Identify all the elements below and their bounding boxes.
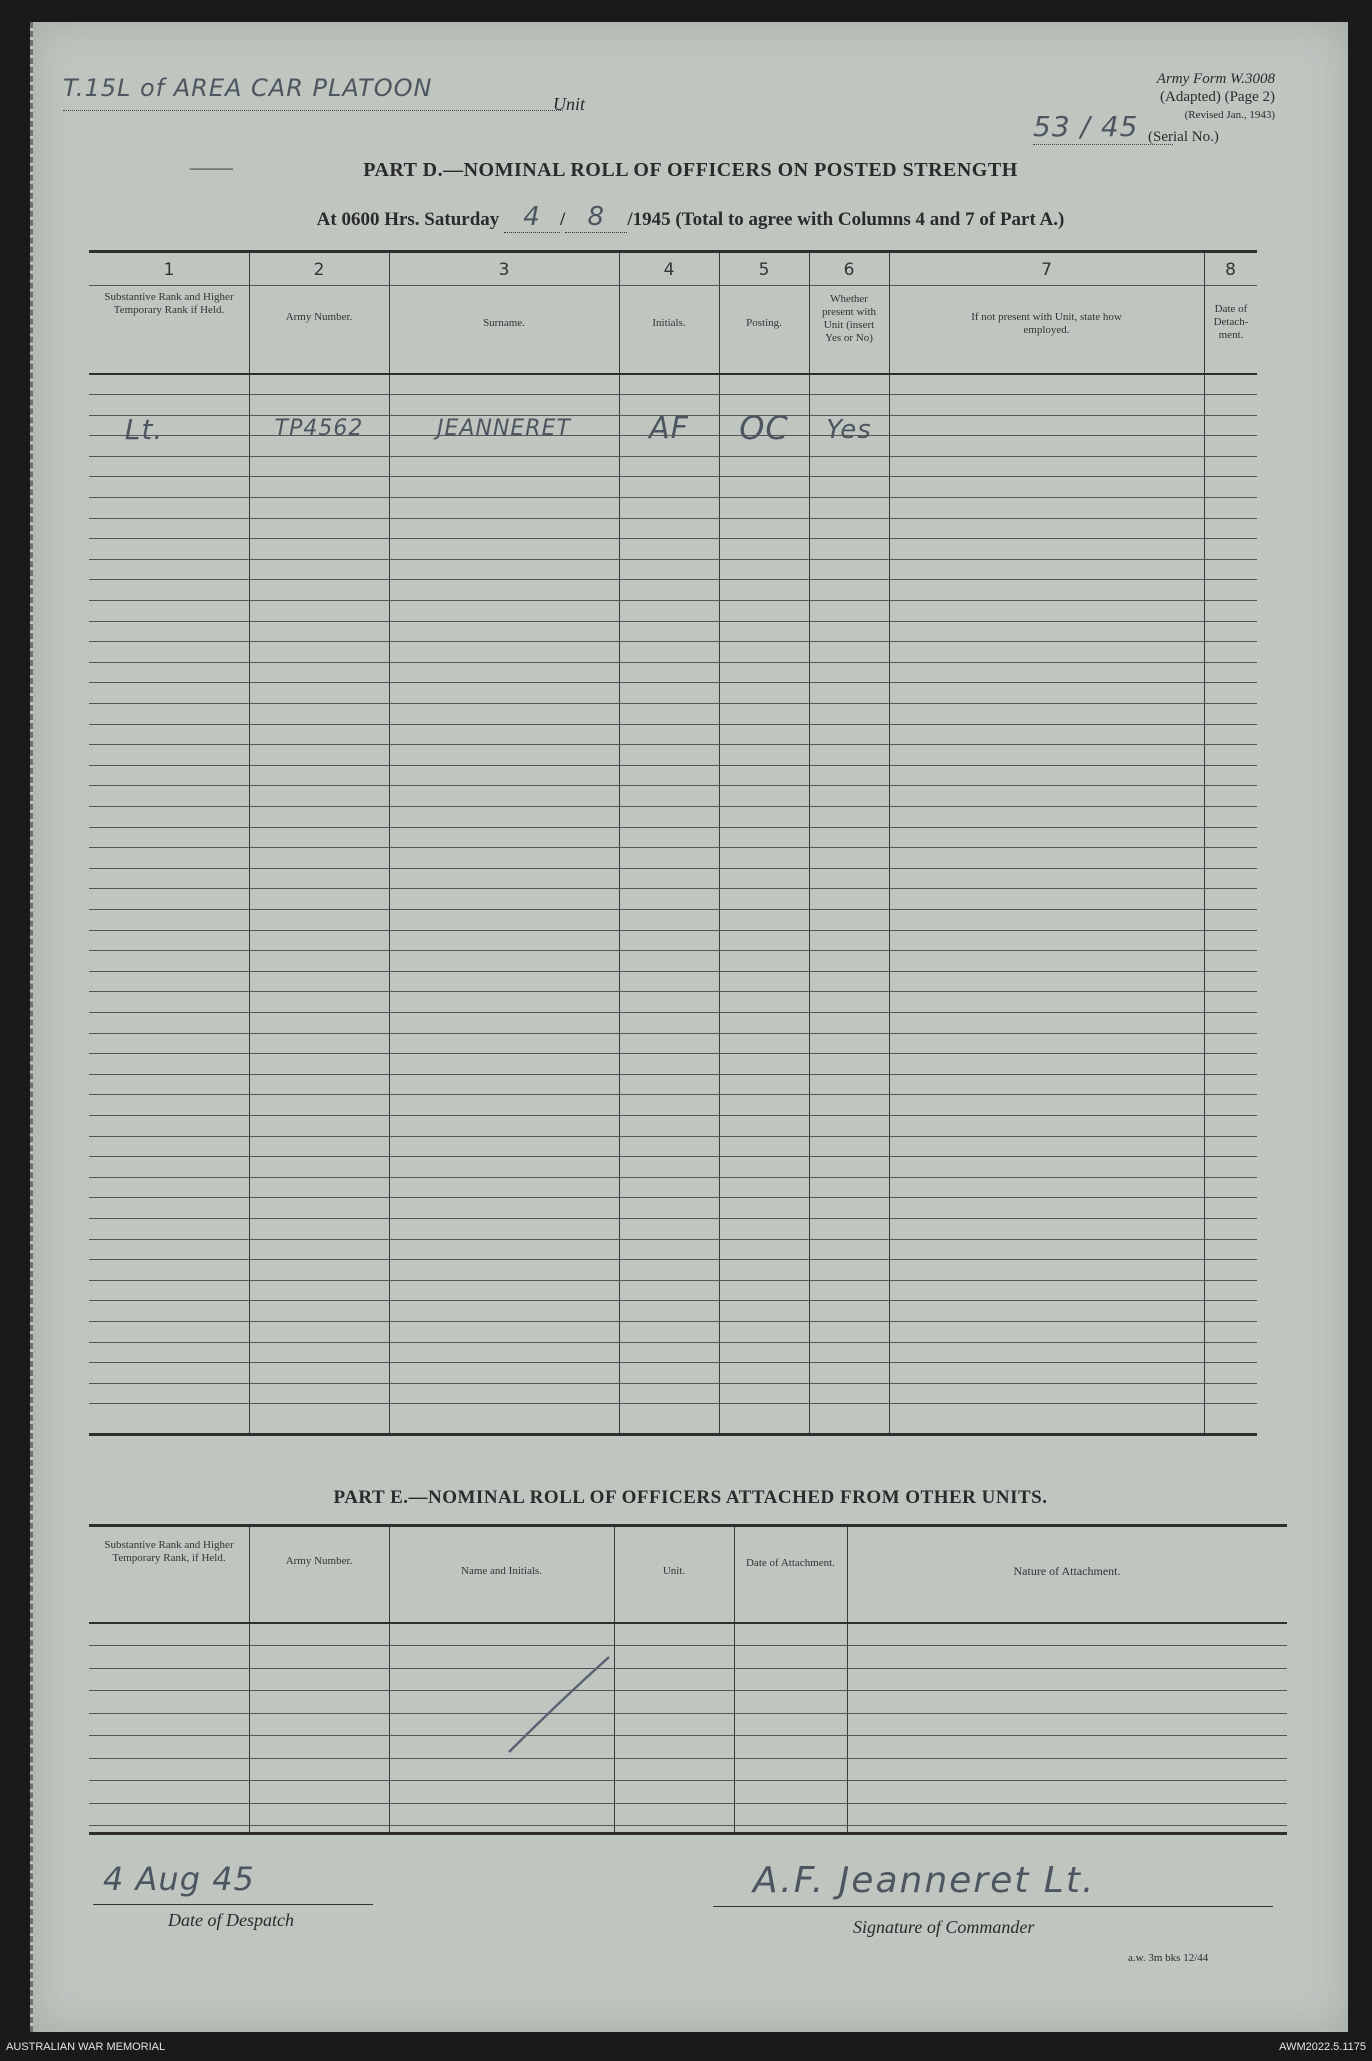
- ruled-line: [89, 579, 1257, 580]
- part-d-title: PART D.—NOMINAL ROLL OF OFFICERS ON POSTED STRENGTH: [363, 159, 1018, 181]
- ruled-line: [89, 497, 1257, 498]
- ruled-line: [89, 1197, 1257, 1198]
- part-e-header-nature: Nature of Attachment.: [1013, 1564, 1121, 1578]
- ruled-line: [89, 682, 1257, 683]
- ruled-line: [89, 909, 1257, 910]
- cell-army-number: TP4562: [274, 416, 364, 441]
- ruled-line: [89, 888, 1257, 889]
- ruled-line: [89, 1115, 1257, 1116]
- cell-surname: JEANNERET: [437, 416, 571, 441]
- ruled-line: [89, 1012, 1257, 1013]
- ruled-line: [89, 559, 1257, 560]
- ruled-line: [89, 785, 1257, 786]
- date-suffix: (Total to agree with Columns 4 and 7 of Part A.): [675, 209, 1065, 230]
- ruled-line: [89, 600, 1257, 601]
- ruled-line: [89, 930, 1257, 931]
- ruled-line: [89, 1239, 1257, 1240]
- part-e-title: PART E.—NOMINAL ROLL OF OFFICERS ATTACHED FROM OTHER UNITS.: [333, 1487, 1048, 1508]
- ruled-line: [89, 621, 1257, 622]
- despatch-line: [93, 1904, 373, 1905]
- col-divider: [889, 253, 890, 1433]
- print-code: a.w. 3m bks 12/44: [1128, 1952, 1209, 1964]
- unit-dotted-line: [63, 110, 563, 111]
- ruled-line: [89, 435, 1257, 436]
- ruled-line: [89, 415, 1257, 416]
- col-header-present: Whether present with Unit (insert Yes or No): [821, 293, 877, 344]
- ruled-line: [89, 950, 1257, 951]
- ruled-line: [89, 1053, 1257, 1054]
- col-number-5: 5: [758, 260, 770, 280]
- form-adapted: (Adapted) (Page 2): [1160, 89, 1275, 105]
- col-header-army-number: Army Number.: [285, 311, 353, 323]
- ruled-line: [89, 1177, 1257, 1178]
- ruled-line: [89, 1342, 1257, 1343]
- despatch-label: Date of Despatch: [168, 1910, 294, 1930]
- ruled-line: [89, 971, 1257, 972]
- ruled-line: [89, 538, 1257, 539]
- form-page: [30, 22, 1348, 2032]
- part-e-header-rank: Substantive Rank and Higher Temporary Rank, if Held.: [104, 1539, 234, 1564]
- cell-rank: Lt.: [124, 413, 164, 446]
- ruled-line: [89, 703, 1257, 704]
- part-e-header-army-number: Army Number.: [285, 1555, 353, 1567]
- ruled-line: [89, 1033, 1257, 1034]
- ruled-line: [89, 991, 1257, 992]
- date-month: 8: [565, 202, 627, 233]
- ruled-line: [89, 724, 1257, 725]
- commander-signature: A.F. Jeanneret Lt.: [753, 1860, 1096, 1901]
- date-separator: /: [560, 209, 566, 230]
- ruled-line: [89, 827, 1257, 828]
- ruled-line: [89, 1094, 1257, 1095]
- unit-label: Unit: [553, 94, 586, 114]
- unit-handwritten: T.15L of AREA CAR PLATOON: [63, 74, 433, 102]
- form-revised: (Revised Jan., 1943): [1184, 109, 1275, 121]
- date-year: /1945: [627, 209, 671, 230]
- col-header-detachment: Date of Detach-ment.: [1213, 303, 1249, 341]
- ruled-line: [89, 1300, 1257, 1301]
- part-e-header-name: Name and Initials.: [461, 1565, 542, 1577]
- archive-reference: AWM2022.5.1175: [1279, 2041, 1366, 2053]
- strike-through-mark: [89, 1527, 1287, 1832]
- col-number-2: 2: [313, 260, 325, 280]
- ruled-line: [89, 806, 1257, 807]
- ruled-line: [89, 1362, 1257, 1363]
- col-number-4: 4: [663, 260, 675, 280]
- ruled-line: [89, 641, 1257, 642]
- ruled-line: [89, 1136, 1257, 1137]
- ruled-line: [89, 518, 1257, 519]
- col-number-3: 3: [498, 260, 510, 280]
- ruled-line: [89, 476, 1257, 477]
- part-d-table: [89, 250, 1257, 1436]
- cell-present: Yes: [826, 415, 872, 445]
- col-number-7: 7: [1041, 260, 1052, 280]
- ruled-line: [89, 394, 1257, 395]
- cell-initials: AF: [649, 411, 689, 446]
- col-number-1: 1: [163, 260, 175, 280]
- col-header-initials: Initials.: [652, 317, 686, 329]
- ruled-line: [89, 1074, 1257, 1075]
- col-header-employment: If not present with Unit, state how employed.: [971, 311, 1122, 336]
- col-header-posting: Posting.: [746, 317, 782, 329]
- form-number: Army Form W.3008: [1156, 71, 1275, 87]
- col-number-8: 8: [1225, 260, 1236, 280]
- col-header-rank: Substantive Rank and Higher Temporary Rank if Held.: [104, 291, 234, 316]
- col-divider: [1204, 253, 1205, 1433]
- signature-line: [713, 1906, 1273, 1907]
- despatch-date-handwritten: 4 Aug 45: [103, 1860, 255, 1898]
- archive-credit: AUSTRALIAN WAR MEMORIAL: [6, 2041, 166, 2053]
- col-number-6: 6: [843, 260, 855, 280]
- ruled-line: [89, 1321, 1257, 1322]
- ruled-line: [89, 1280, 1257, 1281]
- header-divider: [89, 285, 1257, 286]
- ruled-line: [89, 1403, 1257, 1404]
- signature-label: Signature of Commander: [853, 1917, 1035, 1937]
- ruled-line: [89, 1218, 1257, 1219]
- part-e-table: [89, 1524, 1287, 1835]
- ruled-line: [89, 456, 1257, 457]
- header-bottom-rule: [89, 373, 1257, 375]
- ruled-line: [89, 744, 1257, 745]
- cell-posting: OC: [739, 409, 789, 447]
- part-d-date-line: [33, 202, 1348, 233]
- ruled-line: [89, 1259, 1257, 1260]
- serial-label: (Serial No.): [1148, 129, 1219, 145]
- col-header-surname: Surname.: [483, 317, 525, 329]
- ruled-line: [89, 847, 1257, 848]
- serial-handwritten: 53 / 45: [1033, 110, 1139, 143]
- date-day: 4: [504, 202, 560, 233]
- part-e-header-date: Date of Attachment.: [746, 1557, 835, 1569]
- date-prefix: At 0600 Hrs. Saturday: [316, 209, 500, 230]
- part-e-header-unit: Unit.: [662, 1565, 686, 1577]
- ruled-line: [89, 1156, 1257, 1157]
- ruled-line: [89, 765, 1257, 766]
- margin-mark: ⸻: [189, 158, 234, 178]
- ruled-line: [89, 662, 1257, 663]
- ruled-line: [89, 868, 1257, 869]
- ruled-line: [89, 1383, 1257, 1384]
